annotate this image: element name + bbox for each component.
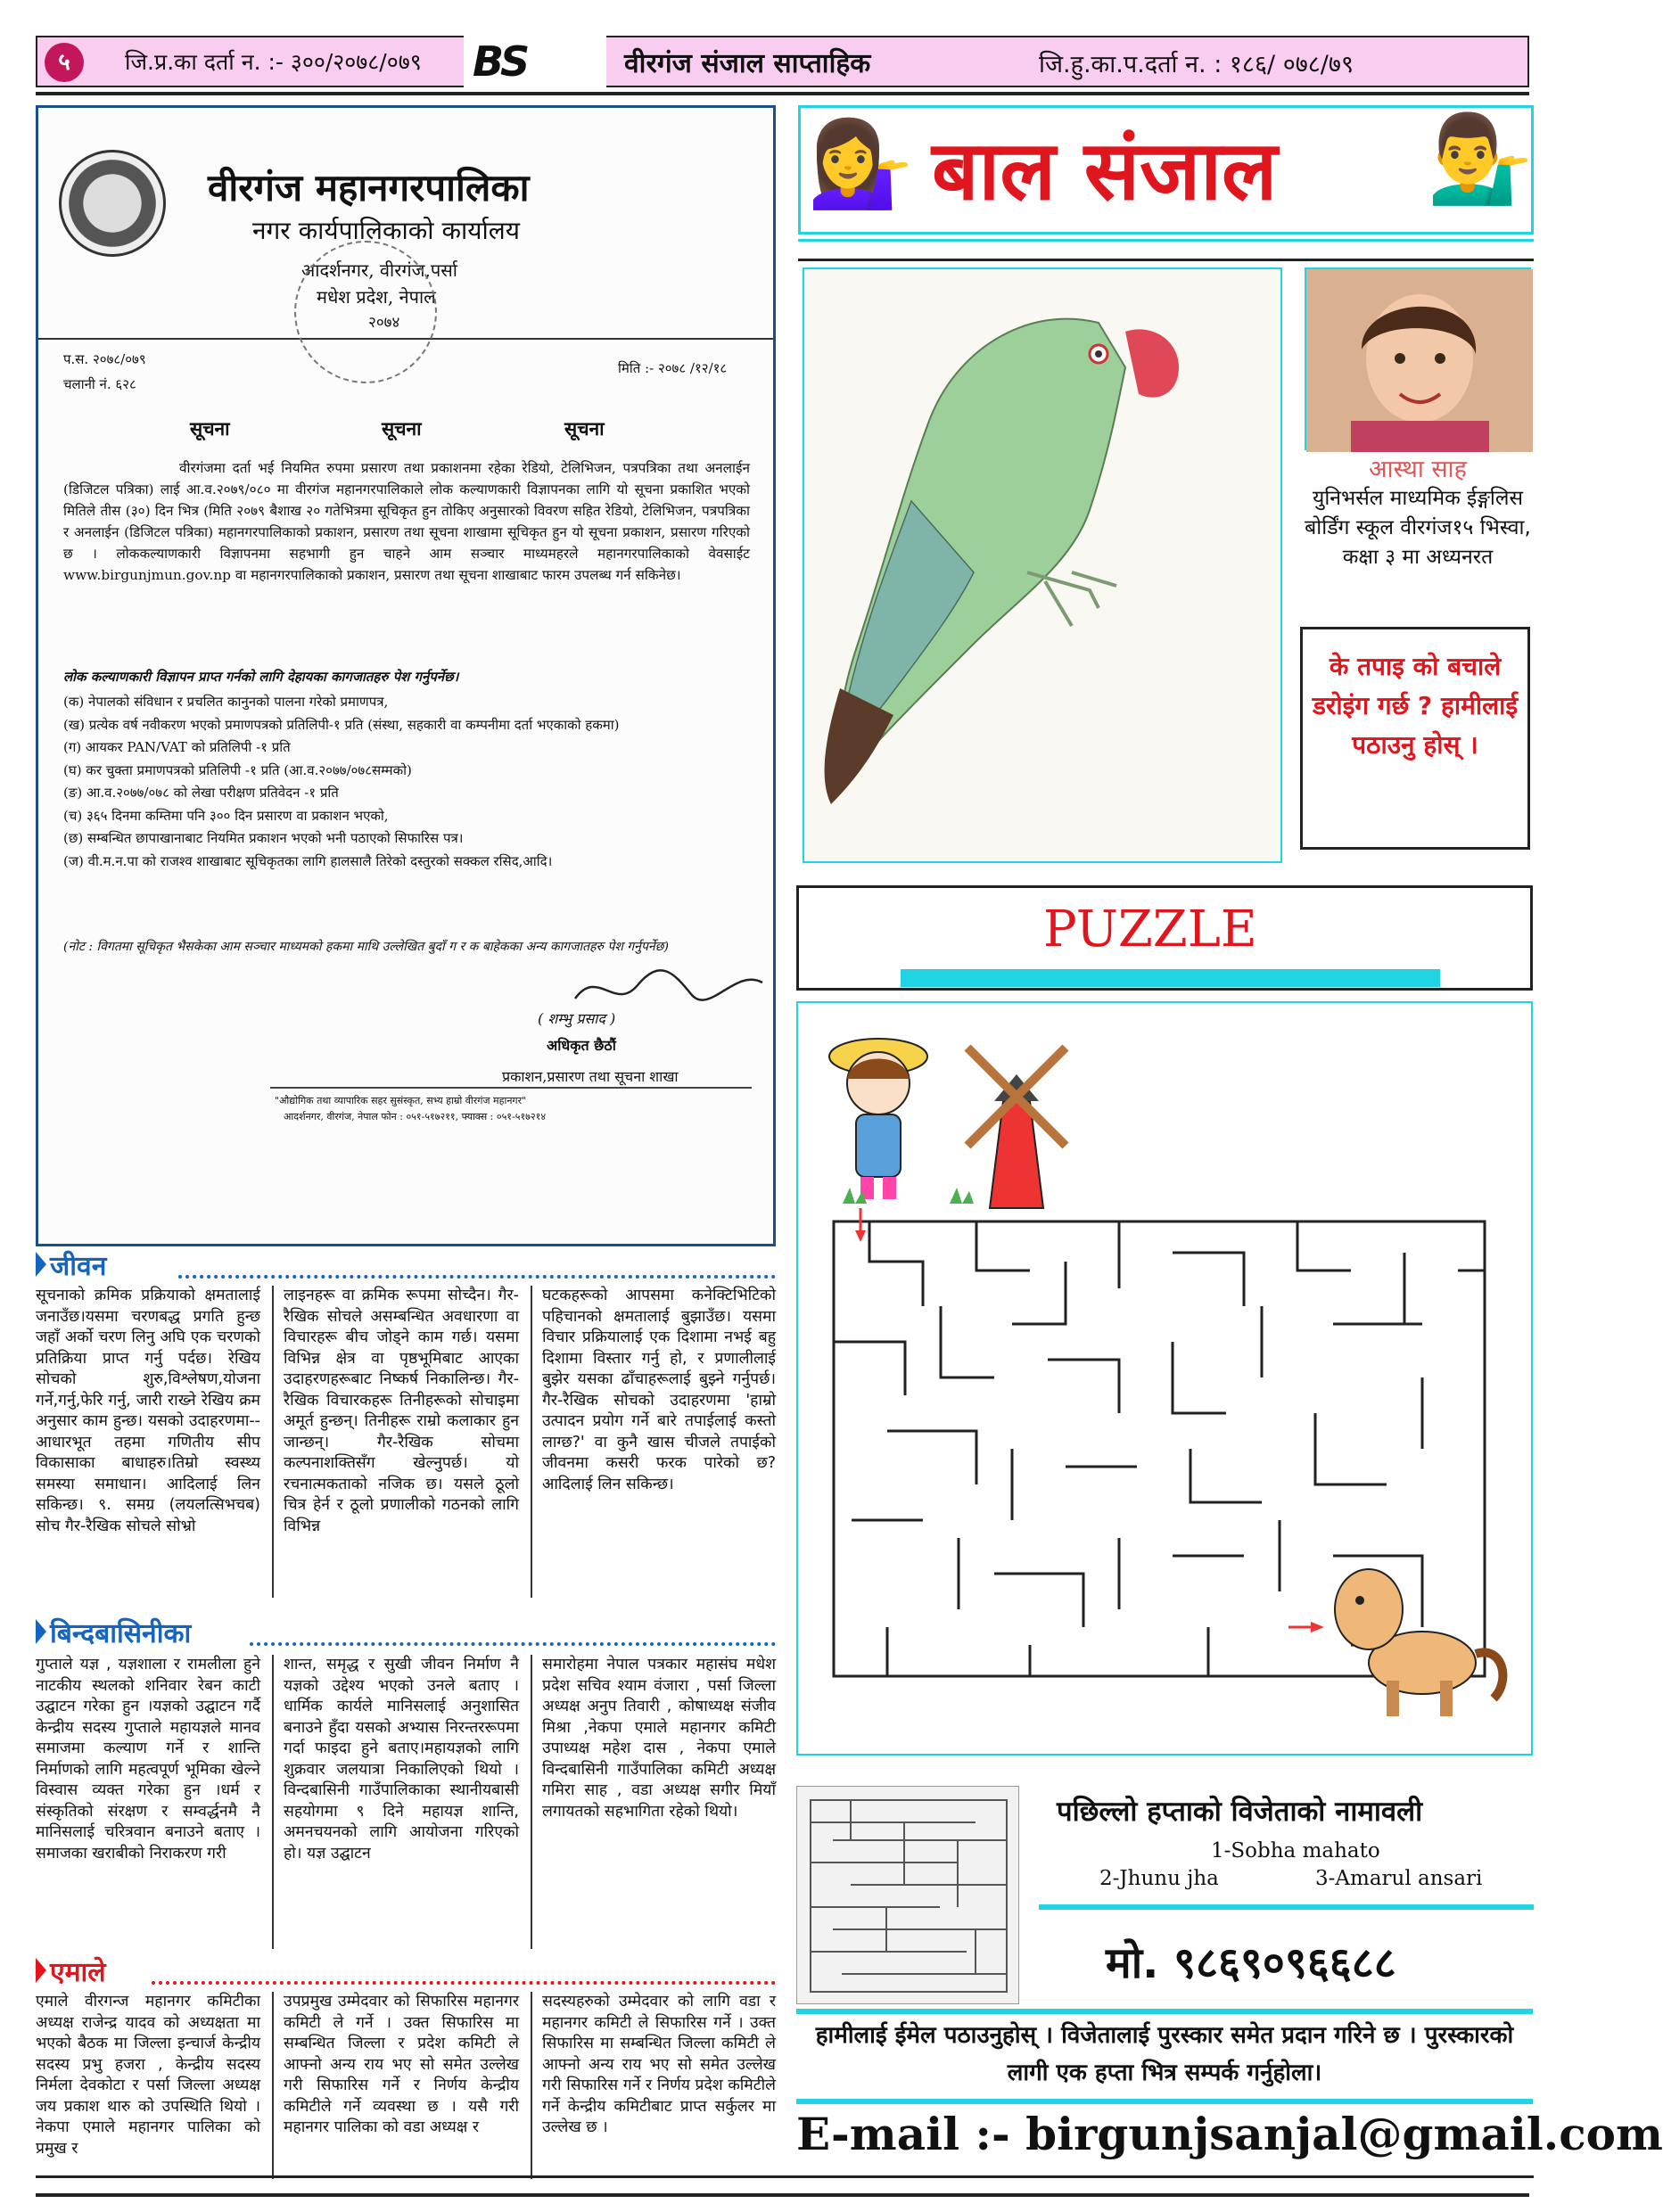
section-head-bindbasini [36, 1614, 776, 1649]
notice-date: मिति :- २०७८ /१२/१८ [618, 360, 728, 376]
government-emblem [59, 150, 166, 257]
section-marker-icon [36, 1252, 46, 1277]
notice-note: (नोट : विगतमा सूचिकृत भैसकेका आम सञ्चार माध्यमको हकमा माथि उल्लेखित बुदाँ ग र क बाहेकका अन्य कागजातहरु पेश गर्नुपर्नेछ) [63, 940, 669, 954]
notice-item: (छ) सम्बन्धित छापाखानाबाट नियमित प्रकाशन भएको भनी पठाएको सिफारिस पत्र। [63, 830, 464, 846]
article-column: उपप्रमुख उम्मेदवार को सिफारिस महानगर कमिटी ले गर्ने । उक्त सिफारिस मा सम्बन्धित जिल्ला र प्रदेश कमिटी ले आफ्नो अन्य राय भए सो समेत उल्लेख गरी सिफारिस गर्ने र निर्णय केन्द्रीय कमिटीले गर्ने व्यवस्था छ । यसै गरी महानगर पालिका को वडा अध्यक्ष र [284, 1993, 519, 2136]
section-dotted-rule [250, 1642, 776, 1646]
notice-item: (क) नेपालको संविधान र प्रचलित कानुनको पालना गरेको प्रमाणपत्र, [63, 694, 389, 710]
section-head-jiwan [36, 1246, 776, 1282]
notice-signer-name: ( शम्भु प्रसाद ) [538, 1010, 616, 1027]
article-column: लाइनहरू वा क्रमिक रूपमा सोच्दैन। गैर-रैखिक सोचले असम्बन्धित अवधारणा वा विचारहरू बीच जोड्ने काम गर्छ। यसमा विभिन्न क्षेत्र वा पृष्ठभूमिबाट आएका उदाहरणहरूबाट निष्कर्ष निकालिन्छ। गैर-रैखिक विचारकहरू तिनीहरूको सोचाइमा अमूर्त हुन्छन्। तिनीहरू राम्रो कलाकार हुन जान्छन्। गैर-रैखिक सोचमा कल्पनाशक्तिसँग खेल्नुपर्छ। यो रचनात्मकताको नजिक छ। यसले ठूलो चित्र हेर्न र ठूलो प्रणालीको गठनको लागि विभिन्न [284, 1287, 519, 1535]
section-title: एमाले [50, 1957, 106, 1988]
column-divider [272, 1992, 274, 2179]
paper-name: वीरगंज संजाल साप्ताहिक [624, 48, 871, 79]
footer-rule-thin [36, 2175, 1534, 2178]
column-divider [272, 1286, 274, 1598]
maze-thumbnail-icon [797, 1787, 1020, 2005]
notice-footer-rule [270, 1087, 752, 1089]
children-section-title: बाल संजाल [932, 123, 1278, 218]
notice-heading-2: सूचना [382, 417, 422, 440]
notice-items [63, 691, 754, 873]
farmer-girl-icon [829, 1039, 927, 1199]
contact-email: E-mail :- birgunjsanjal@gmail.com [796, 2108, 1663, 2160]
section-dotted-rule [152, 1981, 776, 1985]
child-avatar-icon [1306, 269, 1533, 452]
email-invite-note: हामीलाई ईमेल पठाउनुहोस् । विजेतालाई पुरस्कार समेत प्रदान गरिने छ । पुरस्कारको लागी एक हप्ता भित्र सम्पर्क गर्नुहोला। [815, 2022, 1514, 2086]
child-drawing-parrot [803, 267, 1282, 863]
paper-logo: BS [464, 34, 606, 89]
article-column: शान्त, समृद्ध र सुखी जीवन निर्माण नै यज्ञको उद्देश्य भएको उनले बताए । धार्मिक कार्यले मानिसलाई अनुशासित बनाउने हुँदा यसको अभ्यास निरन्तररूपमा गर्दा फाइदा हुने बताए।महायज्ञको लागि शुक्रवार जलयात्रा निकालिएको थियो । विन्दबासिनी गाउँपालिकाका स्थानीयबासी सहयोगमा ९ दिने महायज्ञ शान्ति, अमनचयनको लागि आयोजना गरिएको हो। यज्ञ उद्घाटन [284, 1656, 519, 1863]
notice-item: (च) ३६५ दिनमा कम्तिमा पनि ३०० दिन प्रसारण वा प्रकाशन भएको, [63, 807, 389, 824]
notice-item: (घ) कर चुक्ता प्रमाणपत्रको प्रतिलिपी -१ प्रति (आ.व.२०७७/०७८सम्मको) [63, 761, 412, 778]
puzzle-cyan-bar [901, 969, 1440, 987]
cyan-rule [1039, 1904, 1534, 1910]
section-title: बिन्दबासिनीका [50, 1618, 192, 1649]
signature-mark [571, 963, 767, 1016]
cyan-rule [798, 239, 1534, 242]
column-divider [531, 1286, 532, 1598]
article-column: गुप्ताले यज्ञ , यज्ञशाला र रामलीला हुने नाटकीय स्थलको शनिवार रेबन काटी उद्घाटन गरेका हुन ।यज्ञको उद्घाटन गर्दै केन्द्रीय सदस्य गुप्ताले महायज्ञले मानव समाजमा कल्याण गर्ने र शान्ति निर्माणको लागि महत्वपूर्ण भूमिका खेल्ने विस्वास व्यक्त गरेका हुन ।धर्म र संस्कृतिको संरक्षण र सम्वर्द्धनमै नै मानिसलाई चरित्रवान बनाउने बताए । समाजका खराबीको निराकरण गरी [36, 1656, 260, 1863]
footer-rule [36, 2193, 1529, 2197]
boy-emoji-icon: 💁‍♂️ [1427, 109, 1534, 209]
notice-address1: आदर्शनगर, वीरगंज,पर्सा [301, 259, 457, 281]
black-rule [798, 259, 1534, 261]
article-column: सूचनाको क्रमिक प्रक्रियाको क्षमतालाई जनाउँछ।यसमा चरणबद्ध प्रगति हुन्छ जहाँ अर्को चरण लिनु अघि एक चरणको प्रतिक्रिया प्राप्त गर्नु पर्दछ। रेखिय सोचको शुरु,विश्लेषण,योजना गर्ने,गर्नु,फेरि गर्नु, जारी राख्ने रेखिय क्रम अनुसार काम हुन्छ। यसको उदाहरणमा-- आधारभूत तहमा गणितीय सीप विकासाका बाधाहरु।तिम्रो स्वस्थ्य समस्या समाधान। आदिलाई लिन सकिन्छ। ९. समग्र (लयलत्सिभचब) सोच गैर-रैखिक सोचले सोभ्रो [36, 1287, 260, 1535]
notice-item: (ज) वी.म.न.पा को राजश्व शाखाबाट सूचिकृतका लागि हालसालै तिरेको दस्तुरको सक्कल रसिद,आदि। [63, 852, 553, 869]
article-column: समारोहमा नेपाल पत्रकार महासंघ मधेश प्रदेश सचिव श्याम वंजारा , पर्सा जिल्ला अध्यक्ष अनुप तिवारी , कोषाध्यक्ष संजीव मिश्रा ,नेकपा एमाले महानगर कमिटी उपाध्यक्ष महेश दास , नेकपा एमाले विन्दबासिनी गाउँपालिका कमिटी अध्यक्ष गमिरा साह , वडा अध्यक्ष सगीर मियाँ लगायतको सहभागिता रहेको थियो। [542, 1656, 776, 1821]
winners-heading: पछिल्लो हप्ताको विजेताको नामावली [1057, 1796, 1423, 1828]
page-number: ५ [45, 43, 84, 82]
cyan-rule [796, 2009, 1533, 2014]
section-marker-icon [36, 1958, 46, 1983]
horse-icon [1335, 1569, 1502, 1716]
column-divider [531, 1655, 532, 1949]
notice-dispatch-no: चलानी नं. ६२८ [63, 376, 136, 392]
notice-office-name: वीरगंज महानगरपालिका [208, 166, 530, 210]
notice-footer-line2: आदर्शनगर, वीरगंज, नेपाल फोन : ०५१-५१७२११, फ्याक्स : ०५१-५१७२१४ [284, 1111, 547, 1122]
windmill-icon [967, 1048, 1066, 1208]
child-name: आस्था साह [1369, 456, 1467, 483]
maze-icon [798, 1003, 1535, 1757]
drawing-invite-box [1300, 627, 1530, 850]
puzzle-title: PUZZLE [1043, 900, 1257, 958]
notice-heading-3: सूचना [564, 417, 605, 440]
office-stamp [294, 241, 437, 383]
drawing-invite-text: के तपाइ को बचाले डरोइंग गर्छ ? हामीलाई पठाउनु होस् । [1312, 652, 1519, 760]
girl-emoji-icon: 💁‍♀️ [807, 113, 914, 213]
notice-office-sub: नगर कार्यपालिकाको कार्यालय [252, 216, 520, 245]
section-marker-icon [36, 1619, 46, 1644]
registration-left: जि.प्र.का दर्ता न. :- ३००/२०७८/०७९ [125, 49, 422, 75]
notice-ref-no: प.स. २०७८/०७९ [63, 351, 146, 367]
header-rule [36, 92, 1529, 95]
notice-docs-heading: लोक कल्याणकारी विज्ञापन प्राप्त गर्नको लागि देहायका कागजातहरु पेश गर्नुपर्नेछ। [63, 669, 459, 685]
notice-body: वीरगंजमा दर्ता भई नियमित रुपमा प्रसारण तथा प्रकाशनमा रहेका रेडियो, टेलिभिजन, पत्रपत्रिका तथा अनलाईन (डिजिटल पत्रिका) लाई आ.व.२०७९/०८० मा वीरगंज महानगरपालिकाले लोक कल्याणकारी विज्ञापनका लागि यो सूचना प्रकाशित भएको मितिले तीस (३०) दिन भित्र (मिति २०७९ बैशाख २० गतेभित्रमा सूचिकृत हुन तोकिए अनुसारको विवरण सहित रेडियो, टेलिभिजन, पत्रपत्रिका र अनलाईन (डिजिटल पत्रिका) महानगरपालिकाको प्रकाशन, प्रसारण तथा सूचना शाखामा सूचिकृत हुन यो सूचना प्रकाशन, प्रसारण गरिएको छ । लोककल्याणकारी विज्ञापनमा सहभागी हुन चाहने आम सञ्चार माध्यमहरले महानगरपालिकाको वेवसाईट www.birgunjmun.gov.np वा महानगरपालिकाको प्रकाशन, प्रसारण तथा सूचना शाखाबाट फारम उपलब्ध गर्न सकिनेछ। [63, 460, 750, 583]
previous-maze-thumbnail [796, 1786, 1019, 2004]
notice-address2: मधेश प्रदेश, नेपाल [317, 286, 436, 308]
phone-number: मो. ९८६९०९६६८८ [1106, 1938, 1396, 1988]
notice-footer-line1: "औद्योगिक तथा व्यापारिक सहर सुसंस्कृत, सभ्य हाम्रो वीरगंज महानगर" [275, 1095, 527, 1106]
winner-3: 3-Amarul ansari [1315, 1867, 1483, 1890]
notice-year: २०७४ [368, 314, 400, 332]
column-divider [531, 1992, 532, 2179]
notice-signer-dept: प्रकाशन,प्रसारण तथा सूचना शाखा [502, 1068, 679, 1085]
section-dotted-rule [178, 1275, 776, 1279]
notice-item: (ङ) आ.व.२०७७/०७८ को लेखा परीक्षण प्रतिवेदन -१ प्रति [63, 785, 339, 801]
notice-item: (ग) आयकर PAN/VAT को प्रतिलिपी -१ प्रति [63, 739, 291, 755]
winner-2: 2-Jhunu jha [1099, 1867, 1219, 1890]
notice-item: (ख) प्रत्येक वर्ष नवीकरण भएको प्रमाणपत्रको प्रतिलिपी-१ प्रति (संस्था, सहकारी वा कम्पनीमा दर्ता भएकाको हकमा) [63, 716, 620, 733]
notice-signer-title: अधिकृत छैठौं [547, 1037, 616, 1054]
article-column: एमाले वीरगन्ज महानगर कमिटीका अध्यक्ष राजेन्द्र यादव को अध्यक्षता मा भएको बैठक मा जिल्ला इन्चार्ज केन्द्रीय सदस्य प्रभु हजरा , केन्द्रीय सदस्य निर्मला देवकोटा र पर्सा जिल्ला अध्यक्ष जय प्रकाश थारु को उपस्थिति थियो । नेकपा एमाले महानगर पालिका को प्रमुख र [36, 1993, 260, 2158]
child-school: युनिभर्सल माध्यमिक ईङ्गलिस बोर्डिंग स्कूल वीरगंज१५ भिस्वा, कक्षा ३ मा अध्यनरत [1305, 487, 1531, 569]
child-photo [1305, 267, 1531, 450]
registration-right: जि.हु.का.प.दर्ता न. : १८६/ ०७८/७९ [1039, 51, 1354, 78]
maze-puzzle [796, 1001, 1533, 1756]
notice-heading-1: सूचना [190, 417, 230, 440]
article-column: सदस्यहरुको उम्मेदवार को लागि वडा र महानगर कमिटी ले सिफारिस गर्ने । उक्त सिफारिस मा सम्बन्धित जिल्ला कमिटी ले आफ्नो अन्य राय भए सो समेत उल्लेख गरी सिफारिस गर्ने र निर्णय प्रदेश कमिटीले गर्ने केन्द्रीय कमिटीबाट प्राप्त सर्कुलर मा उल्लेख छ । [542, 1993, 776, 2136]
cyan-rule [796, 2099, 1533, 2104]
parrot-drawing-icon [804, 269, 1284, 865]
section-title: जीवन [50, 1251, 107, 1282]
column-divider [272, 1655, 274, 1949]
section-head-emale [36, 1953, 776, 1988]
winner-1: 1-Sobha mahato [1211, 1839, 1380, 1863]
child-info [1300, 455, 1535, 572]
article-column: घटकहरूको आपसमा कनेक्टिभिटिको पहिचानको क्षमतालाई बुझाउँछ। यसमा विचार प्रक्रियालाई एक दिशामा नभई बहु दिशामा विस्तार गर्नु हो, र प्रणालीलाई बुझेर यसका ढाँचाहरूलाई बुझ्ने गर्नुपर्छ। गैर-रैखिक सोचको उदाहरणमा 'हाम्रो उत्पादन प्रयोग गर्ने बारे तपाईलाई कस्तो लाग्छ?' वा कुनै खास चीजले तपाईको जीवनमा कसरी फरक पारेको छ? आदिलाई लिन सकिन्छ। [542, 1287, 776, 1493]
phone-box [1039, 1917, 1534, 2006]
